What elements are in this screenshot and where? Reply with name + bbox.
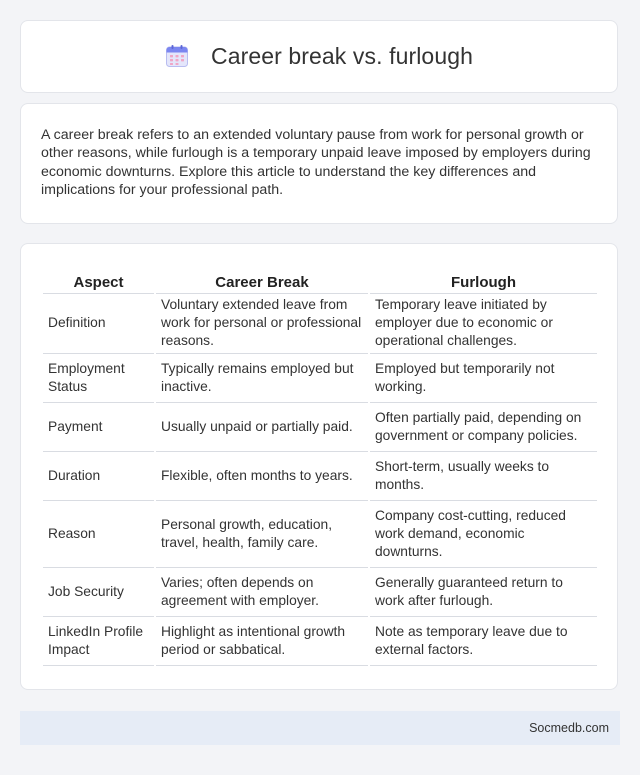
aspect-cell: Payment [43,403,154,452]
aspect-cell: Job Security [43,568,154,617]
intro-text: A career break refers to an extended voluntary pause from work for personal growth or other reasons, while furlough is a temporary unpaid leave imposed by employers during economic downturns. Explore this article to understand the key differences and implications for your professional path. [41,127,591,198]
furlough-cell: Temporary leave initiated by employer due to economic or operational challenges. [370,294,597,354]
furlough-cell: Note as temporary leave due to external factors. [370,617,597,666]
career-break-cell: Varies; often depends on agreement with employer. [156,568,368,617]
career-break-cell: Personal growth, education, travel, health, family care. [156,501,368,568]
comparison-table [41,264,599,666]
aspect-cell: Definition [43,294,154,354]
intro-card [20,103,618,224]
aspect-cell: Employment Status [43,354,154,403]
title-card [20,20,618,93]
furlough-cell: Company cost-cutting, reduced work demand, economic downturns. [370,501,597,568]
table-row [43,501,597,568]
table-row [43,403,597,452]
furlough-cell: Often partially paid, depending on government or company policies. [370,403,597,452]
aspect-cell: Reason [43,501,154,568]
furlough-cell: Employed but temporarily not working. [370,354,597,403]
page-title: Career break vs. furlough [210,43,473,69]
career-break-cell: Usually unpaid or partially paid. [156,403,368,452]
career-break-cell: Voluntary extended leave from work for personal or professional reasons. [156,294,368,354]
column-header-furlough: Furlough [370,264,597,294]
footer [20,711,620,745]
table-header-row [43,264,597,294]
comparison-table-card [20,243,618,690]
career-break-cell: Typically remains employed but inactive. [156,354,368,403]
column-header-aspect: Aspect [43,264,154,294]
table-row [43,568,597,617]
calendar-icon [165,44,189,68]
furlough-cell: Generally guaranteed return to work after furlough. [370,568,597,617]
table-row [43,294,597,354]
aspect-cell: Duration [43,452,154,501]
footer-site-link[interactable]: Socmedb.com [529,721,609,735]
column-header-career-break: Career Break [156,264,368,294]
table-row [43,452,597,501]
career-break-cell: Flexible, often months to years. [156,452,368,501]
table-row [43,617,597,666]
aspect-cell: LinkedIn Profile Impact [43,617,154,666]
career-break-cell: Highlight as intentional growth period or sabbatical. [156,617,368,666]
table-row [43,354,597,403]
furlough-cell: Short-term, usually weeks to months. [370,452,597,501]
